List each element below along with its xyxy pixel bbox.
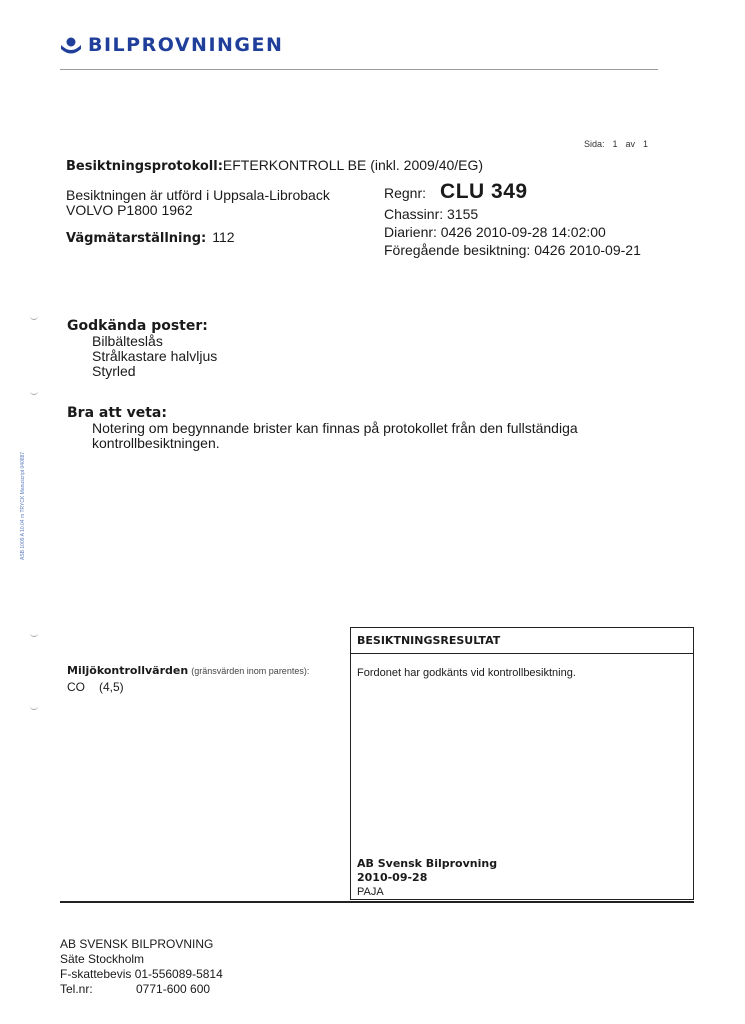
page-total: 1 [643,139,649,149]
page-current: 1 [612,139,618,149]
odometer-value: 112 [212,229,235,245]
vehicle-model: VOLVO P1800 1962 [66,202,193,218]
chassis-number: Chassinr: 3155 [384,206,479,222]
inspection-result-box [350,627,694,900]
punch-mark [30,705,38,710]
co-label: CO [67,680,85,694]
footer-seat: Säte Stockholm [60,952,145,966]
footer-tax: F-skattebevis 01-556089-5814 [60,967,223,981]
result-inspector: PAJA [357,886,384,898]
inspection-location: Besiktningen är utförd i Uppsala-Libroback [66,187,330,203]
footer-phone [60,982,223,997]
regnr-label: Regnr: [384,185,427,201]
phone-label: Tel.nr: [60,982,93,996]
brand-name: BILPROVNINGEN [88,34,284,56]
environment-values [67,664,309,694]
brand-logo [60,34,283,56]
co-row [67,680,309,694]
footer [60,937,223,997]
registration-details [384,205,641,259]
approved-items [92,334,217,379]
result-heading: BESIKTNINGSRESULTAT [357,634,501,647]
page-label: Sida: [584,139,605,149]
co-value: (4,5) [99,680,124,694]
punch-mark [30,315,38,320]
approved-item: Bilbälteslås [92,333,163,349]
result-date: 2010-09-28 [357,871,428,884]
registration-number [384,180,528,204]
odometer-label: Vägmätarställning: [66,231,207,246]
inspection-info [66,188,330,218]
odometer [66,229,235,246]
approved-items-section [67,318,217,379]
result-company: AB Svensk Bilprovning [357,857,498,870]
approved-item: Styrled [92,363,136,379]
footer-company: AB SVENSK BILPROVNING [60,937,214,951]
punch-mark [30,390,38,395]
page-indicator [584,139,656,149]
environment-label: Miljökontrollvärden [67,664,189,677]
good-to-know-section [67,405,632,451]
phone-value: 0771-600 600 [136,982,211,996]
result-divider [351,653,693,654]
header-divider [60,69,658,70]
regnr-value: CLU 349 [440,180,528,203]
side-print-text: ASB 1009 A 10.04 m TRYCK Manuscript 040887 [20,451,26,560]
side-print-code [20,430,32,560]
approved-item: Strålkastare halvljus [92,348,218,364]
result-signature [357,857,497,899]
protocol-label: Besiktningsprotokoll: [66,159,223,174]
protocol-line [66,157,483,174]
page-of-label: av [625,139,636,149]
bilprovningen-logo-icon [60,36,82,54]
approved-heading: Godkända poster: [67,318,208,334]
protocol-value: EFTERKONTROLL BE (inkl. 2009/40/EG) [222,157,484,173]
footer-divider [60,901,694,903]
good-to-know-text: Notering om begynnande brister kan finnas på protokollet från den fullständiga kontrollbesiktningen. [92,420,578,451]
previous-inspection: Föregående besiktning: 0426 2010-09-21 [384,242,641,258]
good-to-know-heading: Bra att veta: [67,405,167,421]
result-text: Fordonet har godkänts vid kontrollbesiktning. [357,667,576,679]
environment-note: (gränsvärden inom parentes): [191,666,310,676]
punch-mark [30,632,38,637]
diary-number: Diarienr: 0426 2010-09-28 14:02:00 [384,224,606,240]
